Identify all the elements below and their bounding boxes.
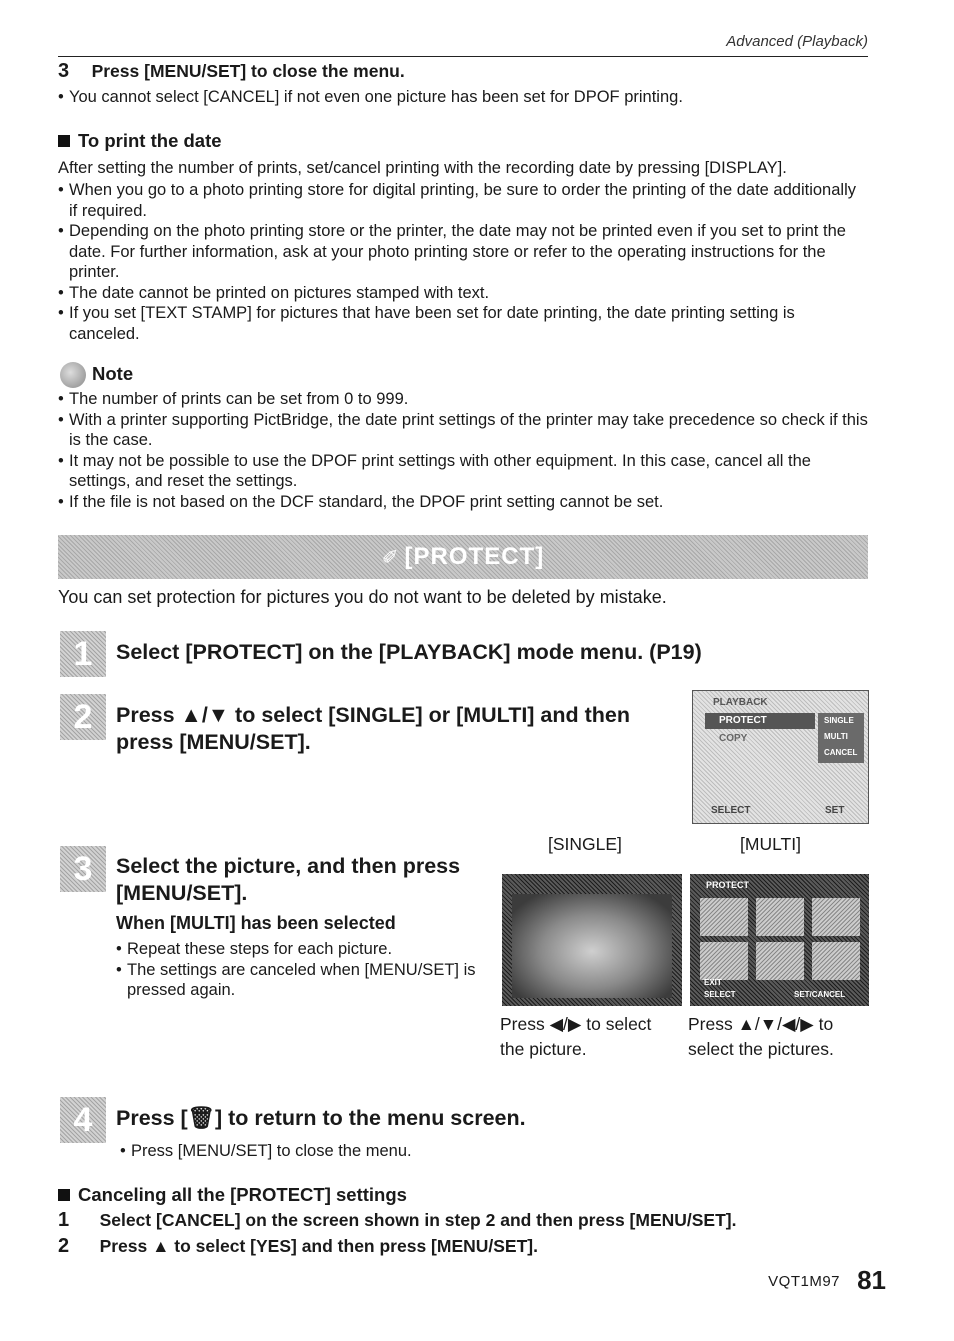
step-number-box: 1 [60,631,106,677]
thumbnail-image [700,942,748,980]
menu-option: CANCEL [824,748,858,757]
thumbnail-image [700,898,748,936]
bullet-item: • The number of prints can be set from 0 to 999. [58,389,868,410]
banner-title: [PROTECT] [404,543,545,570]
bullet-item: • Press [MENU/SET] to close the menu. [120,1141,820,1162]
bullet-item: • When you go to a photo printing store for digital printing, be sure to order the printing of the date additionally if required. [58,180,868,221]
step-title: Select the picture, and then press [MENU/SET]. [116,854,461,905]
cancel-all-step [58,1209,736,1232]
bullet-item: • If you set [TEXT STAMP] for pictures that have been set for date printing, the date printing setting is canceled. [58,303,868,344]
square-bullet-icon [58,1189,70,1201]
step-title: Select [PROTECT] on the [PLAYBACK] mode menu. (P19) [116,640,702,664]
thumbnail-image [812,898,860,936]
step-title: Press [MENU/SET] to close the menu. [91,61,405,81]
menu-footer-select: SELECT [711,805,751,816]
multi-label: [MULTI] [740,834,801,854]
cancel-all-step [58,1235,538,1258]
step-text: Press ▲ to select [YES] and then press [MENU/SET]. [99,1236,538,1256]
menu-item: PROTECT [719,715,767,726]
step-number-box: 2 [60,694,106,740]
menu-footer-set: SET [825,805,845,816]
multi-caption: Press ▲/▼/◀/▶ to select the pictures. [688,1014,834,1059]
bullet-item: • If the file is not based on the DCF standard, the DPOF print setting cannot be set. [58,492,868,513]
menu-screenshot [692,690,869,824]
step-number: 3 [58,60,70,82]
close-menu-bullets [58,87,868,108]
running-header: Advanced (Playback) [726,33,868,50]
key-icon: ✐ [381,546,399,569]
note-heading: Note [60,362,133,388]
menu-selected-row [705,713,815,729]
model-code: VQT1M97 [768,1273,840,1290]
step-number-box: 3 [60,846,106,892]
step4-bullets [120,1141,820,1162]
close-menu-step [58,60,405,83]
bullet-item: • With a printer supporting PictBridge, the date print settings of the printer may take precedence so check if this is the case. [58,410,868,451]
multi-footer-setcancel: SET/CANCEL [794,990,846,999]
bullet-item: • Depending on the photo printing store or the printer, the date may not be printed even if you set to print the date. For further information, ask at your photo printing store or refer to the operating instructions for the printer. [58,221,868,283]
step-text: Select [CANCEL] on the screen shown in step 2 and then press [MENU/SET]. [99,1210,737,1230]
menu-item: COPY [719,733,748,744]
menu-title: PLAYBACK [713,697,768,708]
bullet-item: • You cannot select [CANCEL] if not even one picture has been set for DPOF printing. [58,87,868,108]
step-number: 2 [58,1235,70,1257]
print-date-intro: After setting the number of prints, set/cancel printing with the recording date by pressing [DISPLAY]. [58,159,787,177]
bullet-item: • The settings are canceled when [MENU/SET] is pressed again. [116,960,486,1001]
thumbnail-image [756,942,804,980]
step-number: 1 [58,1209,70,1231]
thumbnail-image [756,898,804,936]
multi-screenshot [690,874,869,1006]
bullet-item: • Repeat these steps for each picture. [116,939,486,960]
header-rule [58,56,868,57]
multi-footer-select: SELECT [704,990,736,999]
multi-subheading: When [MULTI] has been selected [116,913,396,933]
square-bullet-icon [58,135,70,147]
step-title: Press [🗑] to return to the menu screen. [116,1106,526,1130]
menu-option: MULTI [824,732,848,741]
step-number-box: 4 [60,1097,106,1143]
single-screenshot [502,874,682,1006]
cancel-all-heading: Canceling all the [PROTECT] settings [58,1184,407,1206]
menu-options-panel [818,713,864,763]
multi-bullets [116,939,486,1001]
note-icon [60,362,86,388]
single-label: [SINGLE] [548,834,622,854]
note-bullets [58,389,868,512]
protect-intro: You can set protection for pictures you do not want to be deleted by mistake. [58,587,667,607]
print-date-heading: To print the date [58,130,222,152]
step-title: Press ▲/▼ to select [SINGLE] or [MULTI] and then press [MENU/SET]. [116,703,631,754]
photo-image [512,894,672,998]
protect-banner [58,535,868,579]
single-caption: Press ◀/▶ to select the picture. [500,1014,652,1059]
multi-footer-exit: EXIT [704,978,722,987]
bullet-item: • It may not be possible to use the DPOF print settings with other equipment. In this case, cancel all the settings, and reset the settings. [58,451,868,492]
page-number: 81 [857,1265,886,1295]
print-date-bullets [58,180,868,344]
multi-screen-title: PROTECT [706,880,750,890]
thumbnail-image [812,942,860,980]
menu-option: SINGLE [824,716,854,725]
bullet-item: • The date cannot be printed on pictures stamped with text. [58,283,868,304]
